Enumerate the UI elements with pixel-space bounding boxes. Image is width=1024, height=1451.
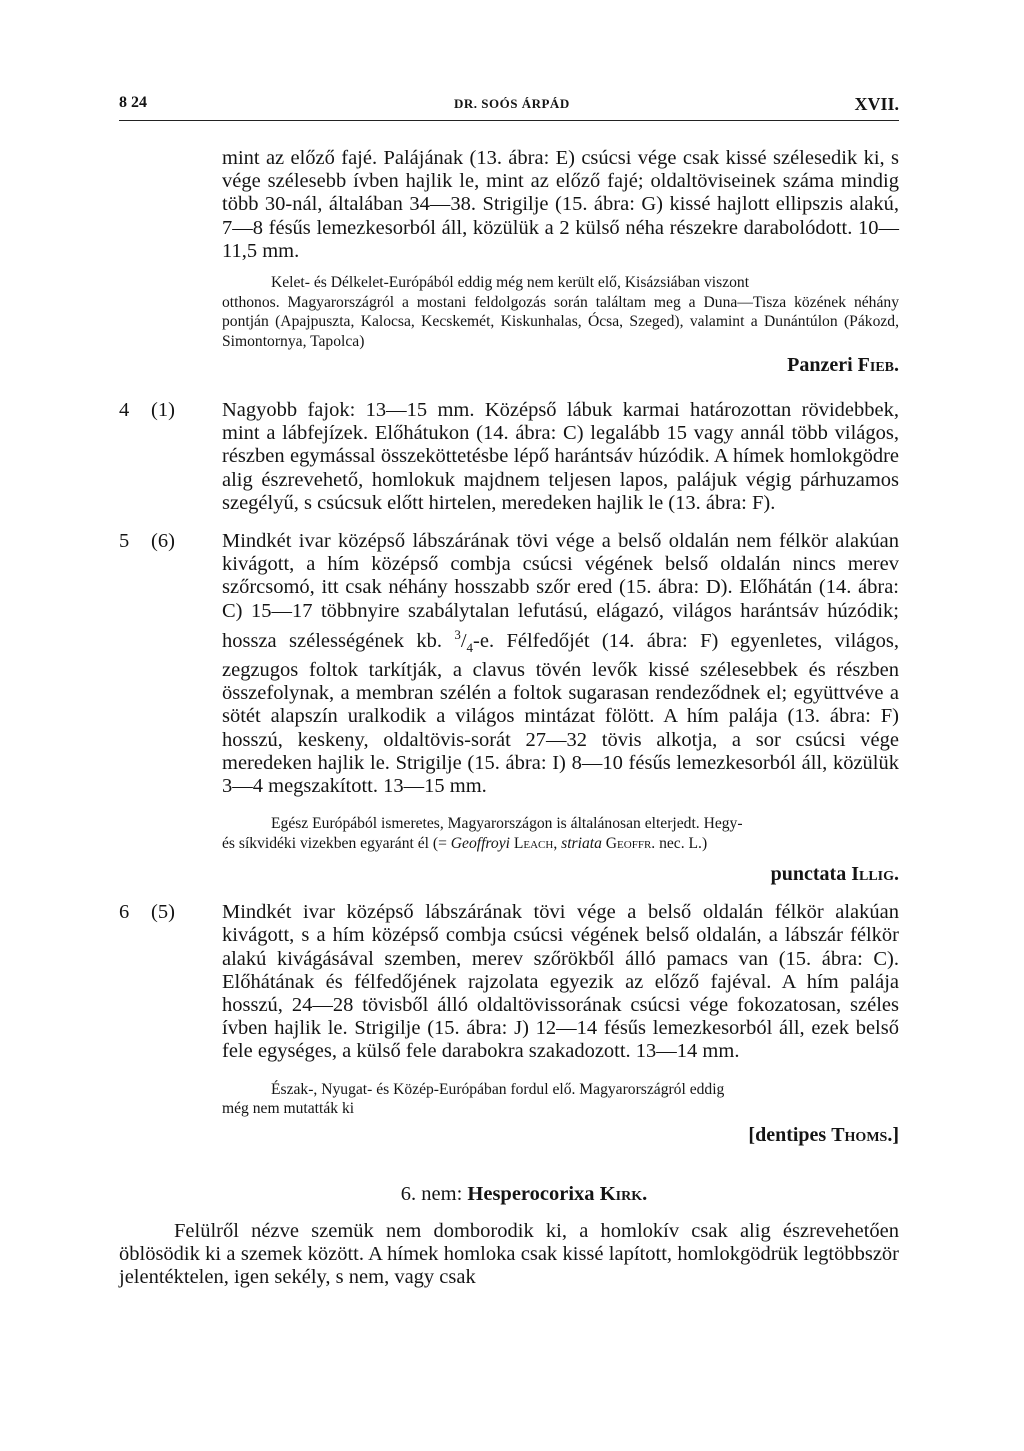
species-epithet: punctata: [770, 863, 847, 886]
key-couplet: 5 (6) Mindkét ivar középső lábszárának tövi vége a belső oldalán nem félkör alakúan kivágott, a hím középső combja csúcsi végének belső oldalán nincs merev szőrcsomó, itt csak néhány hosszabb szőr ered (15. ábra: D). Előhátán (14. ábra: C) 15—17 többnyire szabálytalan lefutású, elágazó, világos harántsáv húzódik; hossza szélességének kb. $^3/_4-e$. Félfedőjét (14. ábra: F) egyenletes, világos, zegzugos foltok tarkítják, a clavus tövén levők kissé szélesebbek és részben összefolynak, a membran szélén a foltok sugarasan rendeződnek el; együttvéve a sötét alapszín uralkodik a világos mintázat fölött. A hím palája (13. ábra: F) hosszú, keskeny, oldaltövis-sorát 27—32 tövis alkotja, a sor csúcsi vége meredeken hajlik le. Strigilje (15. ábra: I) 8—10 fésűs lemezkesorból áll, közülük 3—4 megszakított. 13—15 mm.: [119, 530, 899, 797]
running-head-author: DR. SOÓS ÁRPÁD: [454, 96, 570, 111]
page: [119, 86, 899, 1289]
note-first-line: Egész Európából ismeretes, Magyarországon is általánosan elterjedt. Hegy-: [271, 815, 743, 833]
genus-heading: [119, 1183, 899, 1206]
running-header: [119, 86, 899, 121]
couplet-text: Mindkét ivar középső lábszárának tövi vége a belső oldalán nem félkör alakúan kivágott, a hím középső combja csúcsi végének belső oldalán nincs merev szőrcsomó, itt csak néhány hosszabb szőr ered (15. ábra: D). Előhátán (14. ábra: C) 15—17 többnyire szabálytalan lefutású, elágazó, világos harántsáv húzódik; hossza szélességének kb.: [222, 530, 899, 652]
fraction-denominator: 4: [466, 639, 474, 655]
couplet-number: 5: [119, 530, 130, 553]
fraction-numerator: 3: [454, 626, 461, 642]
distribution-note: [119, 814, 899, 853]
genus-name: Hesperocorixa: [467, 1182, 595, 1205]
distribution-note: [119, 1080, 899, 1119]
couplet-reference: (1): [151, 399, 175, 422]
species-epithet: Panzeri: [787, 354, 853, 377]
synonym-name: striata: [561, 834, 602, 852]
synonym-author: Geoffr.: [605, 834, 656, 852]
note-text: otthonos. Magyarországról a mostani feldolgozás során találtam meg a Duna—Tisza közének néhány pontján (Apajpuszta, Kalocsa, Kecskemét, Kiskunhalas, Ócsa, Szeged), valamint a Dunántúlon (Pákozd, Simontornya, Tapolca): [222, 293, 899, 350]
genus-number: 6. nem:: [400, 1182, 468, 1205]
separator: nec.: [655, 834, 689, 852]
note-text: még nem mutatták ki: [222, 1100, 355, 1118]
note-text: és síkvidéki vizekben egyaránt él (=: [222, 834, 451, 852]
continued-paragraph: mint az előző fajé. Palájának (13. ábra: E) csúcsi vége csak kissé szélesedik ki, s vége szélesebb ívben hajlik le, mint az előző fajé; oldaltöviseinek száma mindig több 30-nál, általában 34—38. Strigilje (15. ábra: G) kissé hajlott ellipszis alakú, 7—8 fésűs lemezkesorból áll, közülük a 2 külső néha részekre darabolódott. 10—11,5 mm.: [222, 147, 899, 262]
bracket: ]: [892, 1123, 899, 1146]
couplet-text: Mindkét ivar középső lábszárának tövi vége a belső oldalán félkör alakúan kivágott, s a hím középső combja csúcsi végének belső oldalán, a lábszár félkör alakú kivágásával szemben, merev szőrökből álló pamacs van (15. ábra: C). Előhátának és félfedőjének rajzolata egyezik az előző fajéval. A hím palája hosszú, 24—28 tövisből álló oldaltövissorának csúcsi vége fokozatosan, széles ívben hajlik le. Strigilje (15. ábra: J) 12—14 fésűs lemezkesorból áll, ezek belső fele egységes, a külső fele darabokra szakadozott. 13—14 mm.: [222, 901, 899, 1063]
couplet-number: 4: [119, 399, 130, 422]
couplet-text-continued: -e. Félfedőjét (14. ábra: F) egyenletes, világos, zegzugos foltok tarkítják, a clavus tövén levők kissé szélesebbek és részben összefolynak, a membran szélén a foltok sugarasan rendeződnek el; együttvéve a sötét alapszín uralkodik a világos mintázat fölött. A hím palája (13. ábra: F) hosszú, keskeny, oldaltövis-sorát 27—32 tövis alkotja, a sor csúcsi vége meredeken hajlik le. Strigilje (15. ábra: I) 8—10 fésűs lemezkesorból áll, közülük 3—4 megszakított. 13—15 mm.: [222, 629, 899, 797]
synonym-name: Geoffroyi: [450, 834, 510, 852]
separator: ): [701, 834, 708, 852]
note-first-line: Észak-, Nyugat- és Közép-Európában fordul elő. Magyarországról eddig: [271, 1080, 725, 1098]
synonym-author: L.: [688, 834, 702, 852]
key-couplet: [119, 901, 899, 1063]
key-couplet: [119, 399, 899, 515]
section-number: XVII.: [854, 94, 899, 114]
couplet-reference: (6): [151, 530, 175, 553]
genus-author: Kirk.: [599, 1182, 648, 1205]
species-name: [119, 1124, 899, 1147]
species-author: Illig.: [851, 863, 899, 886]
page-number: 8 24: [119, 94, 147, 111]
note-first-line: Kelet- és Délkelet-Európából eddig még nem került elő, Kisázsiában viszont: [271, 274, 750, 292]
couplet-reference: (5): [151, 901, 175, 924]
species-epithet: dentipes: [755, 1123, 827, 1146]
species-author: Fieb.: [857, 354, 899, 377]
couplet-number: 6: [119, 901, 130, 924]
separator: ,: [553, 834, 562, 852]
genus-description: Felülről nézve szemük nem domborodik ki, a homlokív csak alig észrevehetően öblösödik ki a szemek között. A hímek homloka csak kissé lapított, homlokgödrük legtöbbször jelentéktelen, igen sekély, s nem, vagy csak: [119, 1219, 899, 1289]
bracket: [: [748, 1123, 756, 1146]
species-name: [119, 354, 899, 377]
species-name: [119, 863, 899, 886]
distribution-note: [119, 273, 899, 351]
couplet-text: Nagyobb fajok: 13—15 mm. Középső lábuk karmai határozottan rövidebbek, mint a lábfejízek. Előhátukon (14. ábra: C) legalább 15 vagy annál több világos, részben egymással összeköttetésbe lépő harántsáv húzódik. A hímek homlokgödre alig észrevehető, homlokuk majdnem teljesen lapos, palájuk végig párhuzamos szegélyű, s csúcsuk előtt hirtelen, meredeken hajlik le (13. ábra: F).: [222, 399, 899, 514]
synonym-author: Leach: [513, 834, 554, 852]
species-author: Thoms.: [831, 1123, 893, 1146]
